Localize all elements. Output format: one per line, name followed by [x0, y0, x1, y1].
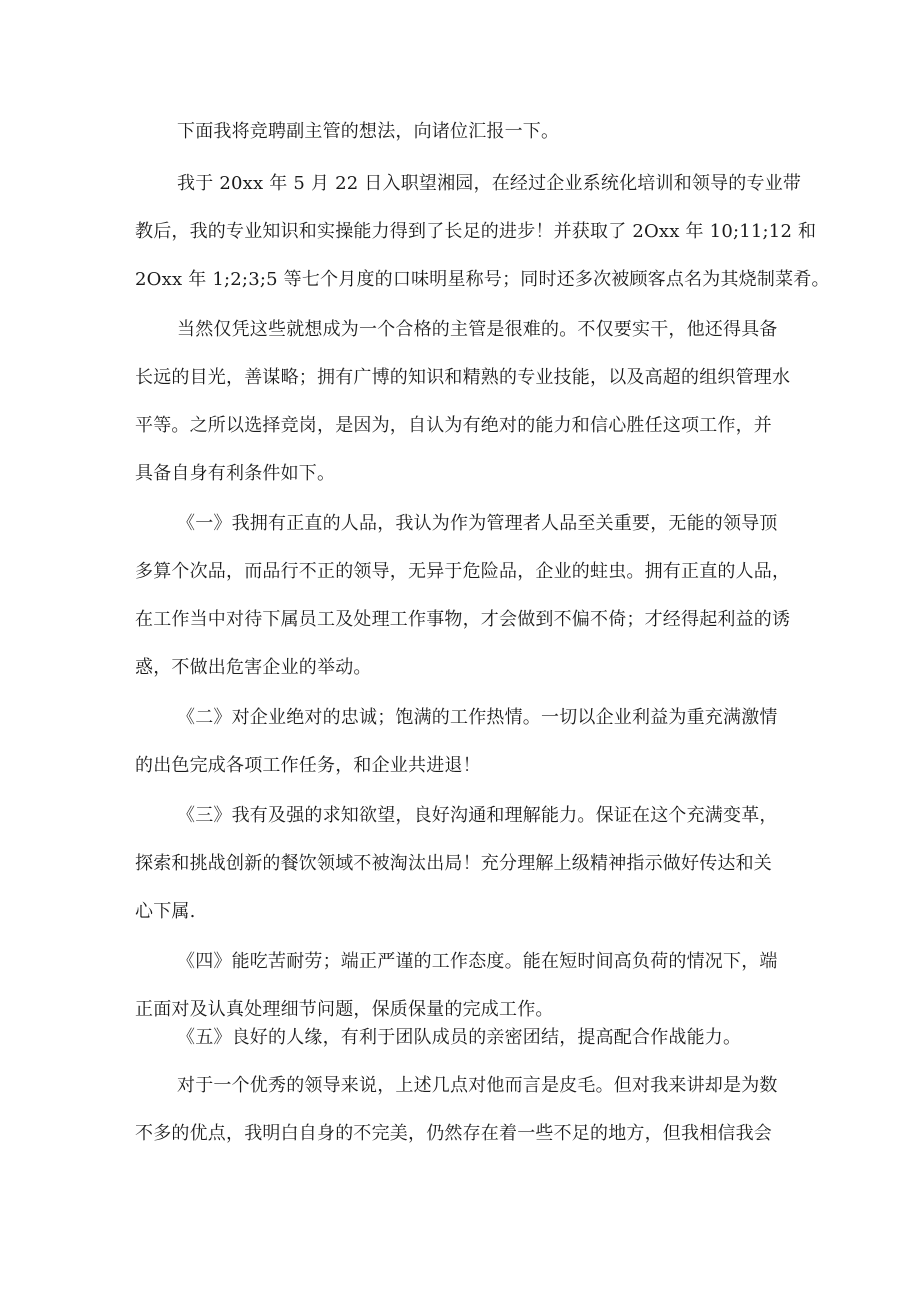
paragraph-1-line-1: 下面我将竞聘副主管的想法，向诸位汇报一下。	[177, 121, 560, 142]
paragraph-9-line-2: 不多的优点，我明白自身的不完美，仍然存在着一些不足的地方，但我相信我会	[135, 1123, 772, 1144]
paragraph-8-line-1: 《五》良好的人缘，有利于团队成员的亲密团结，提高配合作战能力。	[177, 1027, 742, 1048]
paragraph-2-line-2: 教后，我的专业知识和实操能力得到了长足的进步！并获取了 2Oxx 年 10;11;12 和	[135, 221, 817, 242]
paragraph-6-line-3: 心下属.	[135, 901, 196, 922]
paragraph-7-line-1: 《四》能吃苦耐劳；端正严谨的工作态度。能在短时间高负荷的情况下，端	[177, 951, 778, 972]
paragraph-3-line-1: 当然仅凭这些就想成为一个合格的主管是很难的。不仅要实干，他还得具备	[177, 319, 778, 340]
paragraph-9-line-1: 对于一个优秀的领导来说，上述几点对他而言是皮毛。但对我来讲却是为数	[177, 1075, 778, 1096]
paragraph-3-line-4: 具备自身有利条件如下。	[135, 463, 336, 484]
paragraph-2-line-3: 2Oxx 年 1;2;3;5 等七个月度的口味明星称号；同时还多次被顾客点名为其烧制菜肴。	[135, 269, 830, 290]
paragraph-5-line-2: 的出色完成各项工作任务，和企业共进退！	[135, 755, 481, 776]
paragraph-4-line-4: 惑，不做出危害企业的举动。	[135, 657, 372, 678]
paragraph-7-line-2: 正面对及认真处理细节问题，保质保量的完成工作。	[135, 999, 554, 1020]
paragraph-4-line-3: 在工作当中对待下属员工及处理工作事物，才会做到不偏不倚；才经得起利益的诱	[135, 609, 791, 630]
paragraph-3-line-3: 平等。之所以选择竞岗，是因为，自认为有绝对的能力和信心胜任这项工作，并	[135, 415, 772, 436]
paragraph-2-line-1: 我于 20xx 年 5 月 22 日入职望湘园，在经过企业系统化培训和领导的专业带	[177, 173, 802, 194]
paragraph-3-line-2: 长远的目光，善谋略；拥有广博的知识和精熟的专业技能，以及高超的组织管理水	[135, 367, 791, 388]
paragraph-6-line-1: 《三》我有及强的求知欲望，良好沟通和理解能力。保证在这个充满变革，	[177, 805, 778, 826]
paragraph-6-line-2: 探索和挑战创新的餐饮领域不被淘汰出局！充分理解上级精神指示做好传达和关	[135, 853, 772, 874]
paragraph-5-line-1: 《二》对企业绝对的忠诚；饱满的工作热情。一切以企业利益为重充满激情	[177, 707, 778, 728]
paragraph-4-line-2: 多算个次品，而品行不正的领导，无异于危险品，企业的蛀虫。拥有正直的人品，	[135, 561, 791, 582]
paragraph-4-line-1: 《一》我拥有正直的人品，我认为作为管理者人品至关重要，无能的领导顶	[177, 513, 778, 534]
